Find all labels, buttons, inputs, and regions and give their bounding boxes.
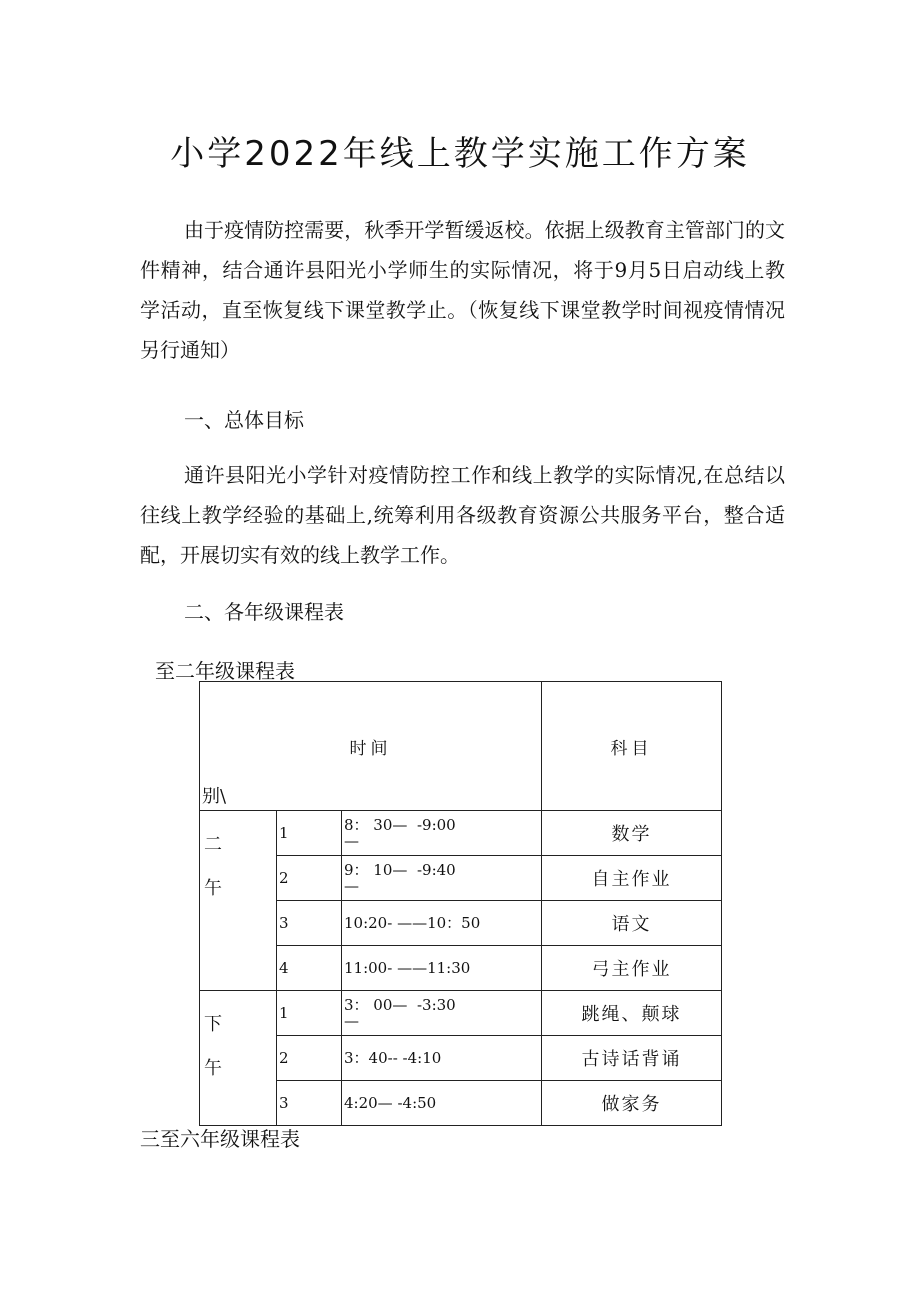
table-row [200, 1081, 722, 1126]
morning-label-2: 午 [204, 878, 222, 899]
row-time-bottom: — [344, 832, 359, 850]
section1-heading: 一、总体目标 [184, 408, 304, 432]
row-index: 2 [277, 1036, 342, 1081]
row-time-top: 9： 10— -9:40 [344, 861, 456, 879]
afternoon-group [200, 991, 277, 1126]
row-index: 3 [277, 1081, 342, 1126]
row-subject: 数学 [542, 811, 722, 856]
row-time: 11:00- ——11:30 [342, 946, 542, 991]
morning-label-1: 二 [204, 834, 222, 855]
row-subject: 自主作业 [542, 856, 722, 901]
row-time [342, 856, 542, 901]
document-title: 小学2022年线上教学实施工作方案 [170, 134, 750, 174]
header-subject: 科目 [542, 682, 722, 811]
table-row [200, 811, 722, 856]
row-index: 3 [277, 901, 342, 946]
header-time-cell [200, 682, 542, 811]
intro-paragraph: 由于疫情防控需要，秋季开学暂缓返校。依据上级教育主管部门的文件精神，结合通许县阳光小学师生的实际情况，将于9月5日启动线上教学活动，直至恢复线下课堂教学止。（恢复线下课堂教学时间视疫情情况另行通知） [140, 218, 785, 362]
row-subject: 做家务 [542, 1081, 722, 1126]
table2-caption: 三至六年级课程表 [140, 1127, 300, 1151]
table-row [200, 946, 722, 991]
row-subject: 古诗话背诵 [542, 1036, 722, 1081]
schedule-table [199, 681, 722, 1126]
table-row [200, 991, 722, 1036]
row-subject: 跳绳、颠球 [542, 991, 722, 1036]
header-time: 时间 [349, 739, 392, 759]
row-index: 1 [277, 811, 342, 856]
row-time [342, 991, 542, 1036]
row-time-top: 8： 30— -9:00 [344, 816, 456, 834]
header-corner: 别\ [202, 786, 227, 807]
row-index: 2 [277, 856, 342, 901]
row-time: 4:20— -4:50 [342, 1081, 542, 1126]
row-time-bottom: — [344, 1012, 359, 1030]
table1-caption: 至二年级课程表 [155, 659, 295, 683]
row-subject: 弓主作业 [542, 946, 722, 991]
afternoon-label-1: 下 [204, 1014, 222, 1035]
row-time-top: 3： 00— -3:30 [344, 996, 456, 1014]
table-header-row [200, 682, 722, 811]
section2-heading: 二、各年级课程表 [184, 600, 344, 624]
row-time: 3：40-- -4:10 [342, 1036, 542, 1081]
table-row [200, 856, 722, 901]
afternoon-label-2: 午 [204, 1058, 222, 1079]
row-time [342, 811, 542, 856]
row-time: 10:20- ——10：50 [342, 901, 542, 946]
table-row [200, 901, 722, 946]
morning-group [200, 811, 277, 991]
row-index: 1 [277, 991, 342, 1036]
row-subject: 语文 [542, 901, 722, 946]
row-time-bottom: — [344, 877, 359, 895]
section1-body: 通许县阳光小学针对疫情防控工作和线上教学的实际情况,在总结以往线上教学经验的基础上,统筹利用各级教育资源公共服务平台，整合适配，开展切实有效的线上教学工作。 [140, 463, 785, 567]
row-index: 4 [277, 946, 342, 991]
table-row [200, 1036, 722, 1081]
